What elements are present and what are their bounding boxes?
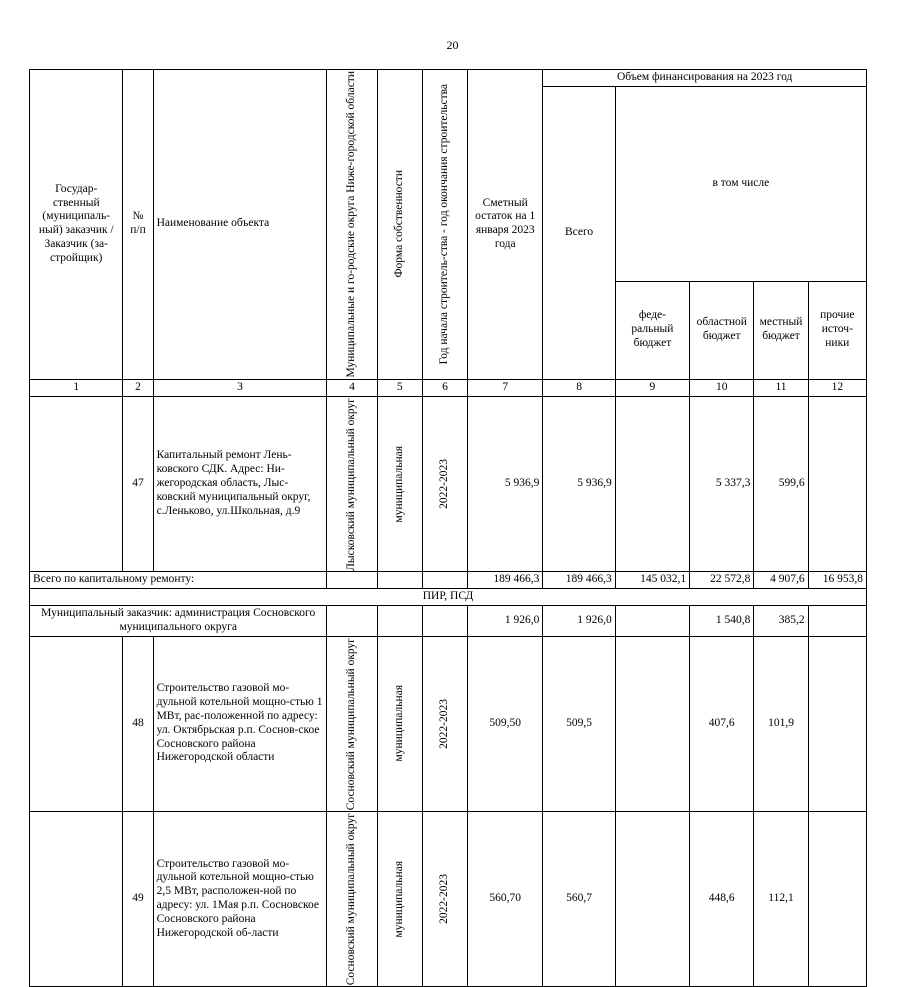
header-years (422, 70, 467, 380)
total-other: 16 953,8 (808, 572, 866, 589)
years-text: 2022-2023 (438, 459, 451, 509)
empty-cell (422, 606, 467, 637)
object-name: Строительство газовой мо-дульной котельной мощно-стью 2,5 МВт, расположен-ной по адресу: ул. 1Мая р.п. Сосновское Сосновского района Нижегородской об-ласти (153, 811, 327, 986)
years-text: 2022-2023 (438, 874, 451, 924)
total-label: Всего по капитальному ремонту: (30, 572, 327, 589)
column-number: 1 (30, 379, 123, 396)
section-row (30, 589, 867, 606)
empty-cell (327, 606, 377, 637)
federal-value (615, 636, 689, 811)
total-federal: 145 032,1 (615, 572, 689, 589)
column-number: 5 (377, 379, 422, 396)
header-years-text: Год начала строитель-ства - год окончания строительства (438, 84, 451, 365)
header-local: местный бюджет (754, 281, 808, 379)
column-number: 9 (615, 379, 689, 396)
ownership-text: муниципальная (393, 860, 406, 938)
header-including: в том числе (615, 86, 866, 281)
other-value (808, 636, 866, 811)
customer-regional: 1 540,8 (690, 606, 754, 637)
total-value: 5 936,9 (543, 396, 615, 572)
local-value: 112,1 (754, 811, 808, 986)
district-text: Сосновский муниципальный округ (345, 637, 358, 810)
customer-cell (30, 396, 123, 572)
header-district-text: Муниципальные и го-родские округа Ниже-городской области (345, 71, 358, 378)
header-financing-group: Объем финансирования на 2023 год (543, 70, 867, 87)
customer-federal (615, 606, 689, 637)
header-balance: Сметный остаток на 1 января 2023 года (468, 70, 543, 380)
ownership-cell (377, 811, 422, 986)
total-balance: 189 466,3 (468, 572, 543, 589)
years-cell (422, 396, 467, 572)
column-number: 10 (690, 379, 754, 396)
ownership-cell (377, 396, 422, 572)
financing-table (29, 69, 867, 987)
header-federal: феде-ральный бюджет (615, 281, 689, 379)
balance-value: 5 936,9 (468, 396, 543, 572)
total-total: 189 466,3 (543, 572, 615, 589)
local-value: 101,9 (754, 636, 808, 811)
total-row (30, 572, 867, 589)
regional-value: 5 337,3 (690, 396, 754, 572)
customer-balance: 1 926,0 (468, 606, 543, 637)
customer-cell (30, 811, 123, 986)
column-number: 3 (153, 379, 327, 396)
years-cell (422, 811, 467, 986)
balance-value: 509,50 (468, 636, 543, 811)
total-value: 560,7 (543, 811, 615, 986)
object-name: Строительство газовой мо-дульной котельной мощно-стью 1 МВт, рас-положенной по адресу: ул. Октябрьская р.п. Соснов-ское Сосновского района Нижегородской области (153, 636, 327, 811)
ownership-text: муниципальная (393, 685, 406, 763)
federal-value (615, 811, 689, 986)
header-customer: Государ-ственный (муниципаль-ный) заказчик /Заказчик (за-стройщик) (30, 70, 123, 380)
district-cell (327, 396, 377, 572)
other-value (808, 811, 866, 986)
customer-other (808, 606, 866, 637)
column-number: 2 (123, 379, 153, 396)
row-number: 49 (123, 811, 153, 986)
header-ownership-text: Форма собственности (393, 170, 406, 279)
customer-cell (30, 636, 123, 811)
ownership-text: муниципальная (393, 445, 406, 523)
total-regional: 22 572,8 (690, 572, 754, 589)
customer-total: 1 926,0 (543, 606, 615, 637)
header-district (327, 70, 377, 380)
total-local: 4 907,6 (754, 572, 808, 589)
years-cell (422, 636, 467, 811)
federal-value (615, 396, 689, 572)
district-cell (327, 636, 377, 811)
header-total: Всего (543, 86, 615, 379)
table-row (30, 636, 867, 811)
balance-value: 560,70 (468, 811, 543, 986)
customer-row (30, 606, 867, 637)
column-number: 8 (543, 379, 615, 396)
column-numbers-row (30, 379, 867, 396)
header-ownership (377, 70, 422, 380)
section-title: ПИР, ПСД (30, 589, 867, 606)
table-row (30, 811, 867, 986)
district-cell (327, 811, 377, 986)
total-value: 509,5 (543, 636, 615, 811)
row-number: 47 (123, 396, 153, 572)
column-number: 4 (327, 379, 377, 396)
district-text: Сосновский муниципальный округ (345, 812, 358, 986)
table-row (30, 396, 867, 572)
empty-cell (377, 572, 422, 589)
column-number: 12 (808, 379, 866, 396)
header-number: № п/п (123, 70, 153, 380)
customer-label: Муниципальный заказчик: администрация Сосновского муниципального округа (30, 606, 327, 637)
column-number: 11 (754, 379, 808, 396)
empty-cell (377, 606, 422, 637)
header-other: прочие источ-ники (808, 281, 866, 379)
ownership-cell (377, 636, 422, 811)
header-object-name: Наименование объекта (153, 70, 327, 380)
regional-value: 407,6 (690, 636, 754, 811)
header-regional: областной бюджет (690, 281, 754, 379)
column-number: 6 (422, 379, 467, 396)
years-text: 2022-2023 (438, 698, 451, 749)
column-number: 7 (468, 379, 543, 396)
empty-cell (327, 572, 377, 589)
other-value (808, 396, 866, 572)
empty-cell (422, 572, 467, 589)
customer-local: 385,2 (754, 606, 808, 637)
district-text: Лысковский муниципальный округ (345, 397, 358, 571)
page-number: 20 (446, 38, 459, 52)
row-number: 48 (123, 636, 153, 811)
local-value: 599,6 (754, 396, 808, 572)
regional-value: 448,6 (690, 811, 754, 986)
object-name: Капитальный ремонт Лень-ковского СДК. Адрес: Ни-жегородская область, Лыс-ковский муниципальный округ, с.Леньково, ул.Школьная, д.9 (153, 396, 327, 572)
